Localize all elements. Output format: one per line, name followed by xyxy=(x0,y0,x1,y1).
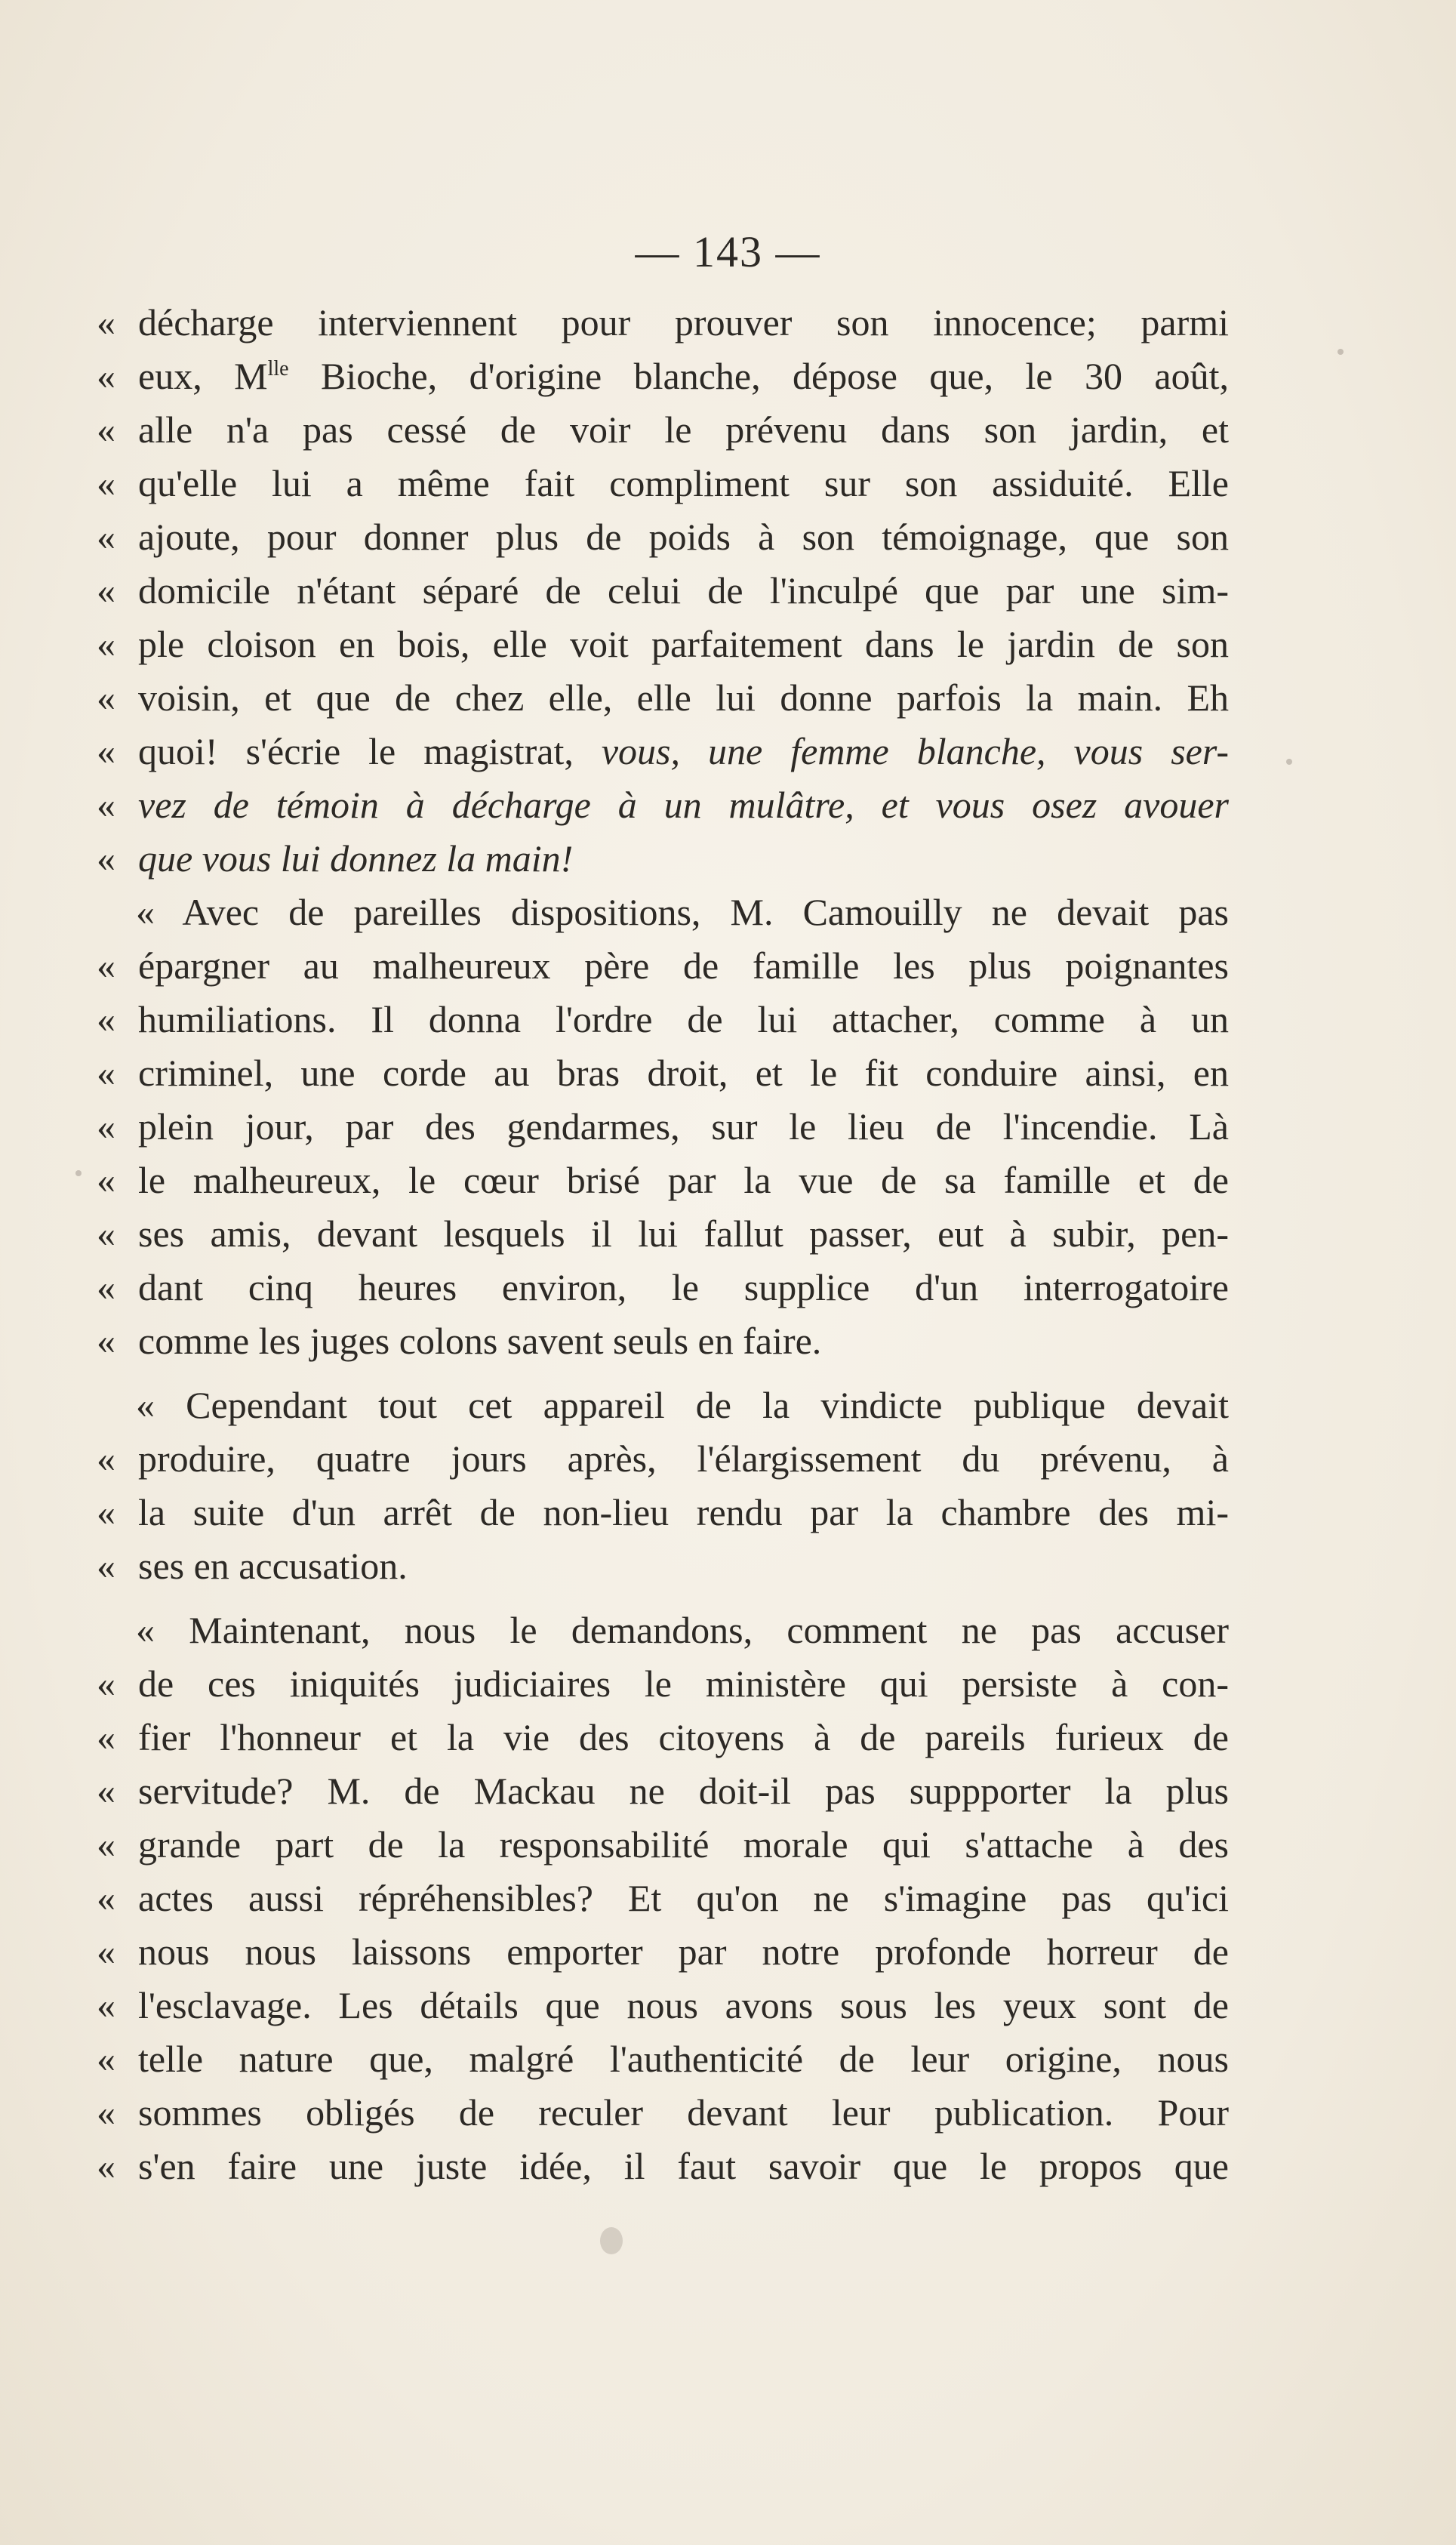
quote-mark: « xyxy=(97,1930,115,1973)
quote-mark: « xyxy=(97,623,115,665)
line-text xyxy=(138,2032,1229,2086)
text-line xyxy=(97,1486,1229,1539)
line-text xyxy=(138,1711,1229,1764)
text-line xyxy=(97,403,1229,457)
line-content: humiliations. Il donna l'ordre de lui attacher, comme à un xyxy=(138,998,1229,1040)
text-line xyxy=(97,2032,1229,2086)
line-text xyxy=(138,725,1229,778)
line-content: alle n'a pas cessé de voir le prévenu dans son jardin, et xyxy=(138,408,1229,451)
quote-mark: « xyxy=(97,462,115,504)
paper-speck xyxy=(1337,349,1344,355)
line-content: actes aussi répréhensibles? Et qu'on ne s'imagine pas qu'ici xyxy=(138,1877,1229,1919)
line-text xyxy=(138,1979,1229,2032)
text-line xyxy=(97,1979,1229,2032)
text-line xyxy=(97,1207,1229,1261)
italic-text: que vous lui donnez la main! xyxy=(138,837,574,880)
paragraph-opening: « Avec de pareilles dispositions, M. Camouilly ne devait pas xyxy=(136,891,1229,933)
line-text xyxy=(136,1379,1229,1432)
line-text xyxy=(138,350,1229,403)
line-content: voisin, et que de chez elle, elle lui donne parfois la main. Eh xyxy=(138,676,1229,719)
line-content: la suite d'un arrêt de non-lieu rendu par la chambre des mi- xyxy=(138,1491,1229,1533)
line-content: épargner au malheureux père de famille les plus poignantes xyxy=(138,944,1229,987)
quote-mark: « xyxy=(97,1716,115,1758)
text-line xyxy=(97,350,1229,403)
quote-mark: « xyxy=(97,1105,115,1148)
text-line xyxy=(97,939,1229,993)
text-line xyxy=(97,1764,1229,1818)
line-text xyxy=(138,671,1229,725)
quote-mark: « xyxy=(97,1823,115,1866)
line-content: qu'elle lui a même fait compliment sur son assiduité. Elle xyxy=(138,462,1229,504)
italic-text: vez de témoin à décharge à un mulâtre, et vous osez avouer xyxy=(138,784,1229,826)
line-text xyxy=(138,939,1229,993)
line-text xyxy=(138,1872,1229,1925)
line-text xyxy=(138,1314,1229,1368)
line-text xyxy=(138,1207,1229,1261)
line-text xyxy=(136,886,1229,939)
quote-mark: « xyxy=(97,2091,115,2134)
quote-mark: « xyxy=(97,837,115,880)
line-content: l'esclavage. Les détails que nous avons sous les yeux sont de xyxy=(138,1984,1229,2026)
text-line xyxy=(97,886,1229,939)
line-text xyxy=(138,993,1229,1046)
quote-mark: « xyxy=(97,1437,115,1480)
line-content: eux, M xyxy=(138,355,268,397)
quote-mark: « xyxy=(97,730,115,772)
text-line xyxy=(97,1432,1229,1486)
line-content: Bioche, d'origine blanche, dépose que, le 30 août, xyxy=(288,355,1229,397)
quote-mark: « xyxy=(97,408,115,451)
quote-mark: « xyxy=(97,944,115,987)
line-content: le malheureux, le cœur brisé par la vue de sa famille et de xyxy=(138,1159,1229,1201)
text-line xyxy=(97,2086,1229,2140)
text-line xyxy=(97,993,1229,1046)
line-content: décharge interviennent pour prouver son innocence; parmi xyxy=(138,301,1229,344)
line-content: nous nous laissons emporter par notre profonde horreur de xyxy=(138,1930,1229,1973)
text-line xyxy=(97,618,1229,671)
text-line xyxy=(97,1046,1229,1100)
text-line xyxy=(97,457,1229,510)
text-line xyxy=(97,1314,1229,1368)
line-content: criminel, une corde au bras droit, et le fit conduire ainsi, en xyxy=(138,1052,1229,1094)
line-text xyxy=(138,1046,1229,1100)
text-line xyxy=(97,1261,1229,1314)
line-text xyxy=(138,618,1229,671)
italic-text: vous, une femme blanche, vous ser- xyxy=(601,730,1229,772)
line-text xyxy=(138,1486,1229,1539)
quote-mark: « xyxy=(97,1984,115,2026)
quote-mark: « xyxy=(97,676,115,719)
text-line xyxy=(97,1539,1229,1593)
line-content: s'en faire une juste idée, il faut savoir que le propos que xyxy=(138,2145,1229,2187)
quote-mark: « xyxy=(97,516,115,558)
line-text xyxy=(138,457,1229,510)
quote-mark: « xyxy=(97,1266,115,1308)
text-line xyxy=(97,1657,1229,1711)
line-text xyxy=(138,564,1229,618)
line-content: quoi! s'écrie le magistrat, xyxy=(138,730,602,772)
line-text xyxy=(138,1432,1229,1486)
text-line xyxy=(97,564,1229,618)
line-text xyxy=(138,2140,1229,2193)
quote-mark: « xyxy=(97,784,115,826)
quote-mark: « xyxy=(97,1052,115,1094)
quote-mark: « xyxy=(97,355,115,397)
quote-mark: « xyxy=(97,1770,115,1812)
line-text xyxy=(136,1604,1229,1657)
text-line xyxy=(97,1100,1229,1154)
quote-mark: « xyxy=(97,1320,115,1362)
text-line xyxy=(97,671,1229,725)
quote-mark: « xyxy=(97,301,115,344)
quote-mark: « xyxy=(97,1545,115,1587)
quote-mark: « xyxy=(97,1662,115,1705)
line-text xyxy=(138,1100,1229,1154)
line-text xyxy=(138,1925,1229,1979)
quote-mark: « xyxy=(97,1877,115,1919)
paper-speck xyxy=(1286,759,1292,765)
line-content: produire, quatre jours après, l'élargissement du prévenu, à xyxy=(138,1437,1229,1480)
line-content: sommes obligés de reculer devant leur publication. Pour xyxy=(138,2091,1229,2134)
line-content: ajoute, pour donner plus de poids à son témoignage, que son xyxy=(138,516,1229,558)
quote-mark: « xyxy=(97,1212,115,1255)
line-content: telle nature que, malgré l'authenticité de leur origine, nous xyxy=(138,2038,1229,2080)
ink-smudge xyxy=(600,2227,623,2254)
line-text xyxy=(138,1154,1229,1207)
line-content: de ces iniquités judiciaires le ministère qui persiste à con- xyxy=(138,1662,1229,1705)
line-text xyxy=(138,2086,1229,2140)
line-content: dant cinq heures environ, le supplice d'un interrogatoire xyxy=(138,1266,1229,1308)
text-line xyxy=(97,832,1229,886)
line-text xyxy=(138,510,1229,564)
text-line xyxy=(97,1925,1229,1979)
line-content: ses amis, devant lesquels il lui fallut passer, eut à subir, pen- xyxy=(138,1212,1229,1255)
quote-mark: « xyxy=(97,2038,115,2080)
line-text xyxy=(138,1764,1229,1818)
quote-mark: « xyxy=(97,2145,115,2187)
paragraph-opening: « Maintenant, nous le demandons, comment ne pas accuser xyxy=(136,1609,1229,1651)
superscript: lle xyxy=(267,357,289,381)
line-text xyxy=(138,832,1229,886)
text-line xyxy=(97,1711,1229,1764)
text-line xyxy=(97,2140,1229,2193)
line-text xyxy=(138,1539,1229,1593)
text-line xyxy=(97,510,1229,564)
line-content: grande part de la responsabilité morale qui s'attache à des xyxy=(138,1823,1229,1866)
page-number: — 143 — xyxy=(635,227,821,276)
line-text xyxy=(138,296,1229,350)
line-text xyxy=(138,1657,1229,1711)
line-content: plein jour, par des gendarmes, sur le lieu de l'incendie. Là xyxy=(138,1105,1229,1148)
text-line xyxy=(97,1154,1229,1207)
line-text xyxy=(138,1261,1229,1314)
text-line xyxy=(97,725,1229,778)
quote-mark: « xyxy=(97,569,115,612)
quote-mark: « xyxy=(97,1159,115,1201)
text-line xyxy=(97,1872,1229,1925)
line-content: comme les juges colons savent seuls en faire. xyxy=(138,1320,822,1362)
text-line xyxy=(97,1379,1229,1432)
text-line xyxy=(97,296,1229,350)
text-line xyxy=(97,1604,1229,1657)
line-content: domicile n'étant séparé de celui de l'inculpé que par une sim- xyxy=(138,569,1229,612)
quote-mark: « xyxy=(97,1491,115,1533)
paper-speck xyxy=(75,1170,82,1176)
line-text xyxy=(138,403,1229,457)
paragraph-opening: « Cependant tout cet appareil de la vindicte publique devait xyxy=(136,1384,1229,1426)
line-text xyxy=(138,1818,1229,1872)
text-line xyxy=(97,1818,1229,1872)
line-text xyxy=(138,778,1229,832)
line-content: ple cloison en bois, elle voit parfaitement dans le jardin de son xyxy=(138,623,1229,665)
line-content: fier l'honneur et la vie des citoyens à de pareils furieux de xyxy=(138,1716,1229,1758)
line-content: ses en accusation. xyxy=(138,1545,408,1587)
quote-mark: « xyxy=(97,998,115,1040)
body-text xyxy=(97,296,1229,2193)
line-content: servitude? M. de Mackau ne doit-il pas suppporter la plus xyxy=(138,1770,1229,1812)
text-line xyxy=(97,778,1229,832)
